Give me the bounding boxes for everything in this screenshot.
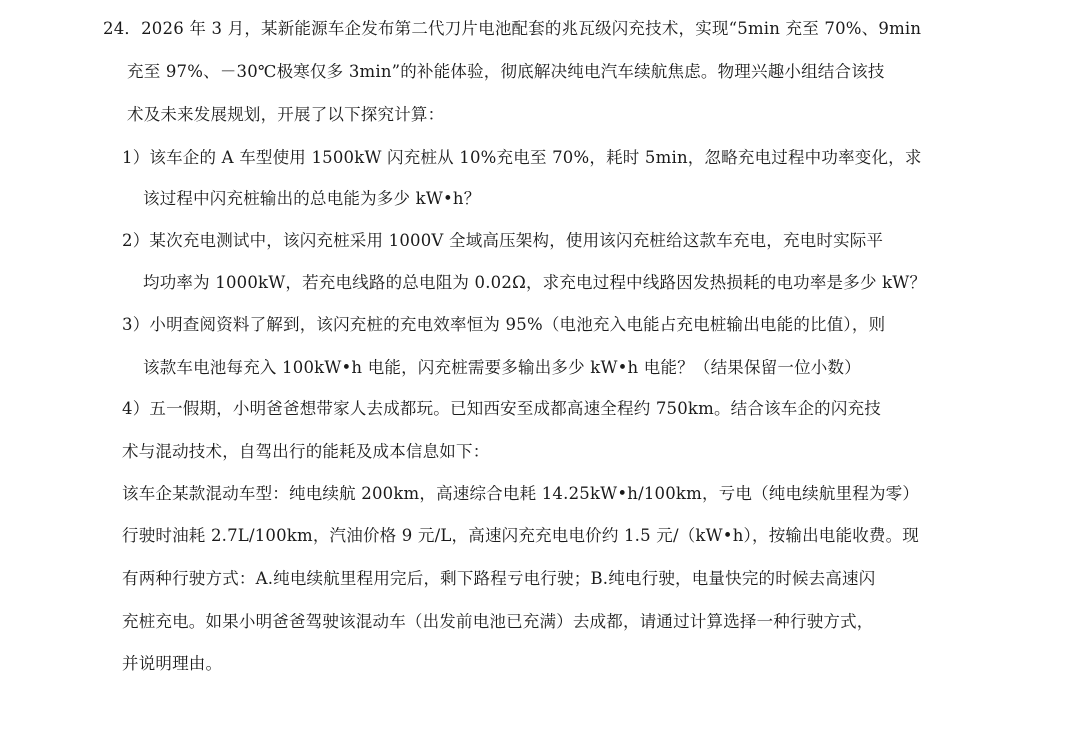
question-4-line-1: 4）五一假期，小明爸爸想带家人去成都玩。已知西安至成都高速全程约 750km。结合该车企的闪充技: [122, 399, 881, 418]
question-2-line-1: 2）某次充电测试中，该闪充桩采用 1000V 全域高压架构，使用该闪充桩给这款车充电，充电时实际平: [122, 231, 884, 250]
question-3-line-1: 3）小明查阅资料了解到，该闪充桩的充电效率恒为 95%（电池充入电能占充电桩输出电能的比值），则: [122, 315, 886, 334]
question-3-line-2: 该款车电池每充入 100kW•h 电能，闪充桩需要多输出多少 kW•h 电能？（结果保留一位小数）: [143, 358, 861, 377]
question-1-line-1: 1）该车企的 A 车型使用 1500kW 闪充桩从 10%充电至 70%，耗时 5min，忽略充电过程中功率变化，求: [122, 148, 922, 167]
question-4-line-2: 术与混动技术，自驾出行的能耗及成本信息如下：: [122, 442, 490, 461]
vehicle-info-line-1: 该车企某款混动车型：纯电续航 200km，高速综合电耗 14.25kW•h/100km，亏电（纯电续航里程为零）: [122, 484, 920, 503]
question-2-line-2: 均功率为 1000kW，若充电线路的总电阻为 0.02Ω，求充电过程中线路因发热损耗的电功率是多少 kW？: [143, 273, 927, 292]
problem-intro-line-3: 术及未来发展规划，开展了以下探究计算：: [127, 105, 445, 124]
vehicle-info-line-3: 有两种行驶方式：A.纯电续航里程用完后，剩下路程亏电行驶；B.纯电行驶，电量快完的时候去高速闪: [122, 569, 876, 588]
vehicle-info-line-4: 充桩充电。如果小明爸爸驾驶该混动车（出发前电池已充满）去成都，请通过计算选择一种行驶方式，: [122, 612, 874, 631]
vehicle-info-line-5: 并说明理由。: [122, 654, 223, 673]
problem-intro-line-2: 充至 97%、－30℃极寒仅多 3min”的补能体验，彻底解决纯电汽车续航焦虑。物理兴趣小组结合该技: [127, 62, 885, 81]
vehicle-info-line-2: 行驶时油耗 2.7L/100km，汽油价格 9 元/L，高速闪充充电电价约 1.5 元/（kW•h），按输出电能收费。现: [122, 526, 919, 545]
problem-intro-line-1: 24．2026 年 3 月，某新能源车企发布第二代刀片电池配套的兆瓦级闪充技术，实现“5min 充至 70%、9min: [103, 19, 922, 38]
question-1-line-2: 该过程中闪充桩输出的总电能为多少 kW•h？: [143, 189, 481, 208]
